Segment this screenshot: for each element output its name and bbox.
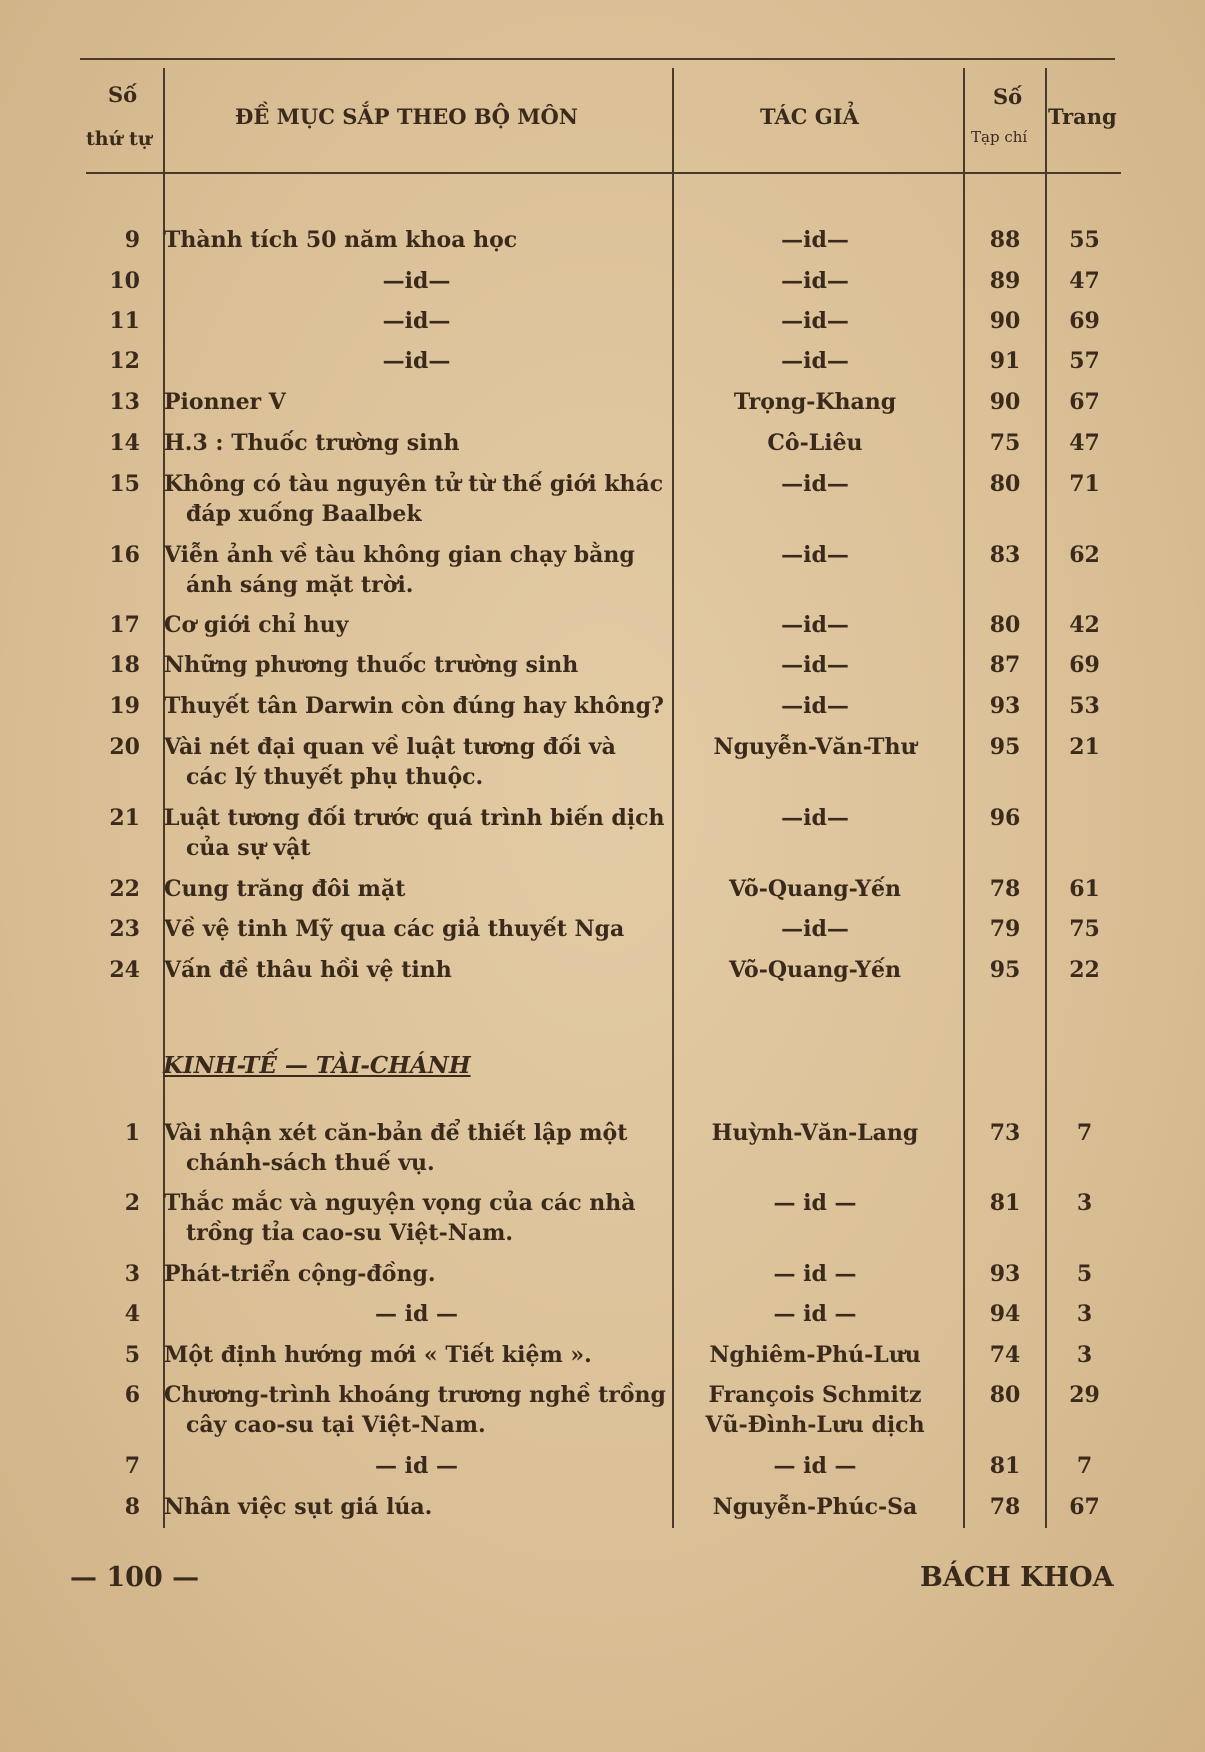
row-author-line: — id — xyxy=(773,1261,857,1287)
row-page: 47 xyxy=(1069,268,1100,294)
row-title-line: Luật tương đối trước quá trình biến dịch xyxy=(164,805,665,831)
row-number: 14 xyxy=(109,430,140,456)
row-number: 1 xyxy=(124,1120,140,1146)
col-page-header: Trang xyxy=(1048,104,1117,129)
row-issue: 74 xyxy=(989,1342,1021,1368)
row-title xyxy=(164,1451,669,1481)
row-page: 5 xyxy=(1076,1261,1093,1287)
row-title xyxy=(164,306,669,336)
row-author xyxy=(680,1451,950,1481)
row-number: 20 xyxy=(109,734,140,760)
row-title xyxy=(164,428,669,458)
row-author xyxy=(680,1492,950,1522)
row-title xyxy=(164,1380,669,1440)
row-number: 13 xyxy=(109,389,140,415)
row-title xyxy=(164,803,669,863)
col-title-header: ĐỀ MỤC SẮP THEO BỘ MÔN xyxy=(235,104,578,129)
row-title-line: Thuyết tân Darwin còn đúng hay không? xyxy=(164,693,664,719)
row-page: 75 xyxy=(1069,916,1100,942)
row-author-line: — id — xyxy=(773,1190,857,1216)
row-number: 11 xyxy=(109,308,140,334)
row-author xyxy=(680,610,950,640)
row-page: 42 xyxy=(1069,612,1100,638)
row-author-line: — id — xyxy=(773,1453,857,1479)
row-title-line: Cơ giới chỉ huy xyxy=(164,612,349,638)
row-title-line: chánh-sách thuế vụ. xyxy=(186,1150,435,1176)
row-page: 71 xyxy=(1069,471,1100,497)
row-issue: 73 xyxy=(989,1120,1021,1146)
row-number: 21 xyxy=(109,805,140,831)
row-title xyxy=(164,1299,669,1329)
row-author xyxy=(680,1299,950,1329)
row-page: 62 xyxy=(1069,542,1100,568)
row-page: 47 xyxy=(1069,430,1100,456)
row-author-line: —id— xyxy=(781,227,849,253)
row-page: 3 xyxy=(1076,1342,1093,1368)
row-title-line: H.3 : Thuốc trường sinh xyxy=(164,430,460,456)
row-title-line: Cung trăng đôi mặt xyxy=(164,876,406,902)
row-author-line: Huỳnh-Văn-Lang xyxy=(711,1120,919,1146)
row-title xyxy=(164,346,669,376)
row-title xyxy=(164,266,669,296)
row-title-line: Thành tích 50 năm khoa học xyxy=(164,227,518,253)
row-title xyxy=(164,691,669,721)
col-author-header: TÁC GIẢ xyxy=(760,104,859,129)
row-page: 69 xyxy=(1069,308,1100,334)
row-title-line: —id— xyxy=(382,268,451,294)
row-author xyxy=(680,469,950,499)
row-number: 17 xyxy=(109,612,140,638)
row-number: 19 xyxy=(109,693,140,719)
col-issue-bottom: Tạp chí xyxy=(971,128,1028,146)
row-author xyxy=(680,874,950,904)
row-author-line: —id— xyxy=(781,612,849,638)
row-author xyxy=(680,650,950,680)
row-author xyxy=(680,306,950,336)
row-page: 53 xyxy=(1069,693,1100,719)
header-rule xyxy=(86,172,1121,174)
row-page: 55 xyxy=(1069,227,1100,253)
row-issue: 79 xyxy=(989,916,1021,942)
row-author xyxy=(680,1188,950,1218)
row-author-line: Vũ-Đình-Lưu dịch xyxy=(705,1412,925,1438)
row-title-line: Vài nét đại quan về luật tương đối và xyxy=(164,734,616,760)
row-author xyxy=(680,540,950,570)
row-title-line: Không có tàu nguyên tử từ thế giới khác xyxy=(164,471,664,497)
col-divider-4 xyxy=(1045,68,1047,1528)
row-title-line: Phát-triển cộng-đồng. xyxy=(164,1261,436,1287)
row-number: 16 xyxy=(109,542,140,568)
row-issue: 94 xyxy=(989,1301,1021,1327)
row-issue: 78 xyxy=(989,1494,1021,1520)
row-number: 22 xyxy=(109,876,140,902)
row-issue: 81 xyxy=(989,1190,1021,1216)
row-author xyxy=(680,225,950,255)
row-issue: 91 xyxy=(989,348,1021,374)
row-title xyxy=(164,387,669,417)
row-title xyxy=(164,955,669,985)
row-page: 67 xyxy=(1069,389,1100,415)
row-title-line: Vấn đề thâu hồi vệ tinh xyxy=(164,957,452,983)
row-number: 12 xyxy=(109,348,140,374)
col-divider-3 xyxy=(963,68,965,1528)
row-page: 67 xyxy=(1069,1494,1100,1520)
row-author-line: Trọng-Khang xyxy=(733,389,897,415)
row-page: 3 xyxy=(1076,1301,1093,1327)
row-title-line: đáp xuống Baalbek xyxy=(186,501,422,527)
row-issue: 87 xyxy=(989,652,1021,678)
row-title-line: — id — xyxy=(374,1301,459,1327)
section-heading: KINH-TẾ — TÀI-CHÁNH xyxy=(163,1052,471,1079)
row-author-line: — id — xyxy=(773,1301,857,1327)
row-issue: 78 xyxy=(989,876,1021,902)
row-page: 69 xyxy=(1069,652,1100,678)
row-author xyxy=(680,732,950,762)
row-author-line: Nghiêm-Phú-Lưu xyxy=(709,1342,921,1368)
row-author xyxy=(680,428,950,458)
row-author xyxy=(680,691,950,721)
row-author-line: Nguyễn-Văn-Thư xyxy=(713,734,917,760)
row-title-line: Chương-trình khoáng trương nghề trồng xyxy=(164,1382,666,1408)
row-number: 8 xyxy=(124,1494,140,1520)
row-title xyxy=(164,914,669,944)
col-divider-2 xyxy=(672,68,674,1528)
row-page: 7 xyxy=(1076,1120,1093,1146)
row-issue: 81 xyxy=(989,1453,1021,1479)
row-title-line: —id— xyxy=(382,348,451,374)
row-number: 2 xyxy=(124,1190,140,1216)
row-number: 15 xyxy=(109,471,140,497)
row-author xyxy=(680,955,950,985)
row-title-line: Pionner V xyxy=(164,389,286,415)
row-page: 21 xyxy=(1069,734,1100,760)
row-title xyxy=(164,225,669,255)
row-title-line: của sự vật xyxy=(186,835,311,861)
row-title-line: Về vệ tinh Mỹ qua các giả thuyết Nga xyxy=(164,916,625,942)
row-author-line: —id— xyxy=(781,805,849,831)
row-author-line: —id— xyxy=(781,652,849,678)
row-title-line: ánh sáng mặt trời. xyxy=(186,572,414,598)
row-page: 22 xyxy=(1069,957,1100,983)
row-title-line: Những phương thuốc trường sinh xyxy=(164,652,579,678)
row-issue: 90 xyxy=(989,389,1021,415)
row-number: 5 xyxy=(124,1342,140,1368)
row-author-line: —id— xyxy=(781,693,849,719)
row-issue: 93 xyxy=(989,1261,1021,1287)
row-author-line: —id— xyxy=(781,542,849,568)
row-author xyxy=(680,1259,950,1289)
row-issue: 83 xyxy=(989,542,1021,568)
row-title xyxy=(164,1259,669,1289)
row-title xyxy=(164,540,669,600)
row-number: 23 xyxy=(109,916,140,942)
row-author-line: —id— xyxy=(781,348,849,374)
row-page: 61 xyxy=(1069,876,1100,902)
row-number: 4 xyxy=(124,1301,140,1327)
row-issue: 80 xyxy=(989,1382,1021,1408)
row-issue: 93 xyxy=(989,693,1021,719)
row-number: 18 xyxy=(109,652,140,678)
row-page: 57 xyxy=(1069,348,1100,374)
row-author-line: Võ-Quang-Yến xyxy=(728,876,902,902)
row-title xyxy=(164,1118,669,1178)
row-author-line: Võ-Quang-Yến xyxy=(728,957,902,983)
row-author xyxy=(680,914,950,944)
page-number: — 100 — xyxy=(70,1562,200,1593)
top-rule xyxy=(80,58,1115,60)
row-title xyxy=(164,1492,669,1522)
row-author xyxy=(680,346,950,376)
row-issue: 90 xyxy=(989,308,1021,334)
row-number: 6 xyxy=(124,1382,140,1408)
row-number: 10 xyxy=(109,268,140,294)
col-num-top: Số xyxy=(108,82,138,107)
row-issue: 89 xyxy=(989,268,1021,294)
row-title-line: Một định hướng mới « Tiết kiệm ». xyxy=(164,1342,592,1368)
row-title-line: Viễn ảnh về tàu không gian chạy bằng xyxy=(164,542,635,568)
row-issue: 96 xyxy=(989,805,1021,831)
col-issue-top: Số xyxy=(993,84,1023,109)
row-author-line: —id— xyxy=(781,471,849,497)
row-title-line: Thắc mắc và nguyện vọng của các nhà xyxy=(164,1190,636,1216)
row-issue: 95 xyxy=(989,734,1021,760)
row-number: 7 xyxy=(124,1453,140,1479)
row-author xyxy=(680,387,950,417)
row-author-line: —id— xyxy=(781,268,849,294)
row-issue: 75 xyxy=(989,430,1021,456)
row-author-line: François Schmitz xyxy=(708,1382,922,1408)
row-title xyxy=(164,469,669,529)
row-number: 3 xyxy=(124,1261,140,1287)
row-author xyxy=(680,266,950,296)
row-author xyxy=(680,1380,950,1440)
row-title xyxy=(164,732,669,792)
row-author xyxy=(680,803,950,833)
row-issue: 95 xyxy=(989,957,1021,983)
row-page: 7 xyxy=(1076,1453,1093,1479)
row-title xyxy=(164,874,669,904)
row-title-line: các lý thuyết phụ thuộc. xyxy=(186,764,484,790)
row-title-line: trồng tỉa cao-su Việt-Nam. xyxy=(186,1220,514,1246)
row-author-line: Nguyễn-Phúc-Sa xyxy=(712,1494,918,1520)
row-author xyxy=(680,1340,950,1370)
magazine-name: BÁCH KHOA xyxy=(920,1562,1114,1593)
row-author-line: Cô-Liêu xyxy=(767,430,863,456)
row-page: 29 xyxy=(1069,1382,1100,1408)
row-page: 3 xyxy=(1076,1190,1093,1216)
row-title xyxy=(164,650,669,680)
row-title-line: Nhân việc sụt giá lúa. xyxy=(164,1494,433,1520)
row-issue: 88 xyxy=(989,227,1021,253)
row-author-line: —id— xyxy=(781,916,849,942)
row-author-line: —id— xyxy=(781,308,849,334)
row-issue: 80 xyxy=(989,612,1021,638)
row-title xyxy=(164,1188,669,1248)
row-title xyxy=(164,610,669,640)
row-number: 9 xyxy=(124,227,140,253)
row-title-line: — id — xyxy=(374,1453,459,1479)
row-number: 24 xyxy=(109,957,140,983)
row-issue: 80 xyxy=(989,471,1021,497)
row-title-line: Vài nhận xét căn-bản để thiết lập một xyxy=(164,1120,628,1146)
col-num-bottom: thứ tự xyxy=(86,128,152,150)
row-title-line: —id— xyxy=(382,308,451,334)
row-title xyxy=(164,1340,669,1370)
row-title-line: cây cao-su tại Việt-Nam. xyxy=(186,1412,486,1438)
row-author xyxy=(680,1118,950,1148)
